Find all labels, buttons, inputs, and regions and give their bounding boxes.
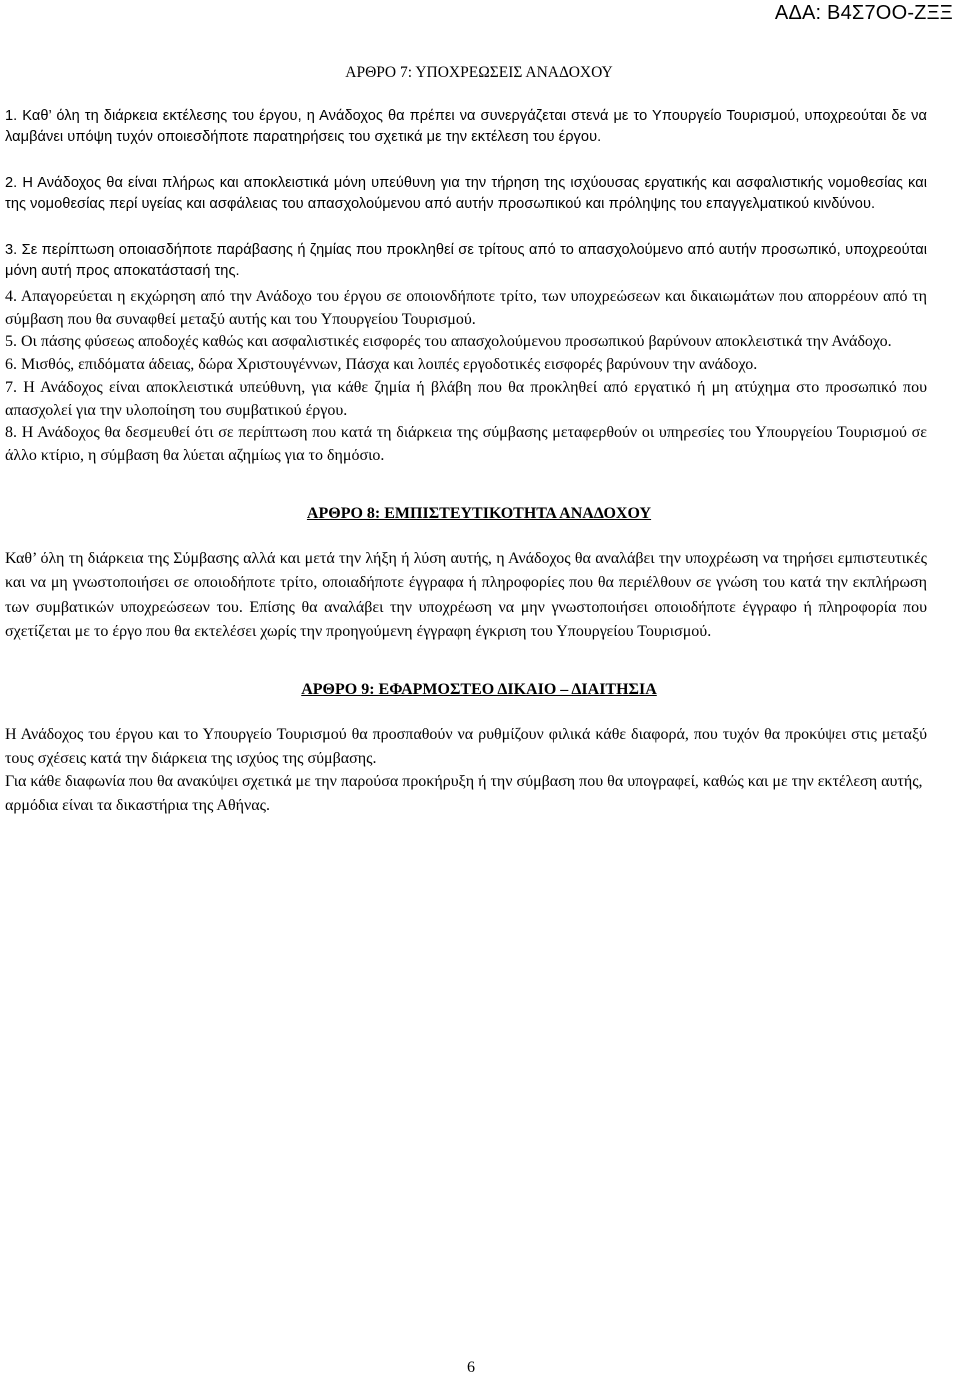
article-7-item-1: 1. Καθ’ όλη τη διάρκεια εκτέλεσης του έργου, η Ανάδοχος θα πρέπει να συνεργάζεται στενά με το Υπουργείο Τουρισμού, υποχρεούται δε να λαμβάνει υπόψη τυχόν οποιεσδήποτε παρατηρήσεις του σχετικά με την εκτέλεση του έργου. [5, 108, 927, 145]
article-9-paragraph-1: Η Ανάδοχος του έργου και το Υπουργείο Τουρισμού θα προσπαθούν να ρυθμίζουν φιλικά κάθε διαφορά, που τυχόν θα προκύψει στις μεταξύ τους σχέσεις κατά την διάρκεια της ισχύος της σύμβασης. [5, 726, 927, 767]
article-7-item-4: 4. Απαγορεύεται η εκχώρηση από την Ανάδοχο του έργου σε οποιονδήποτε τρίτο, των υποχρεώσεων και δικαιωμάτων που απορρέουν από τη σύμβαση που θα συναφθεί μεταξύ αυτής και του Υπουργείου Τουρισμού. [5, 288, 927, 328]
article-7-item-6: 6. Μισθός, επιδόματα άδειας, δώρα Χριστουγέννων, Πάσχα και λοιπές εργοδοτικές εισφορές βαρύνουν την ανάδοχο. [5, 356, 758, 374]
article-7-item-5: 5. Οι πάσης φύσεως αποδοχές καθώς και ασφαλιστικές εισφορές του απασχολούμενου προσωπικού βαρύνουν αποκλειστικά την Ανάδοχο. [5, 333, 892, 351]
article-7-title: ΑΡΘΡΟ 7: ΥΠΟΧΡΕΩΣΕΙΣ ΑΝΑΔΟΧΟΥ [345, 64, 613, 81]
article-7-item-2: 2. Η Ανάδοχος θα είναι πλήρως και αποκλειστικά μόνη υπεύθυνη για την τήρηση της ισχύουσας εργατικής και ασφαλιστικής νομοθεσίας και της νομοθεσίας περί υγείας και ασφάλειας του απασχολούμενου από αυτήν προσωπικού και πρόληψης του επαγγελματικού κινδύνου. [5, 175, 927, 212]
article-8-title: ΑΡΘΡΟ 8: ΕΜΠΙΣΤΕΥΤΙΚΟΤΗΤΑ ΑΝΑΔΟΧΟΥ [306, 505, 652, 522]
article-7-item-8: 8. Η Ανάδοχος θα δεσμευθεί ότι σε περίπτωση που κατά τη διάρκεια της σύμβασης μεταφερθούν οι υπηρεσίες του Υπουργείου Τουρισμού σε άλλο κτίριο, η σύμβαση θα λύεται αζημίως για το δημόσιο. [5, 424, 927, 464]
article-7-items-serif [5, 286, 927, 468]
page-number: 6 [467, 1359, 475, 1376]
article-8-text: Καθ’ όλη τη διάρκεια της Σύμβασης αλλά και μετά την λήξη ή λύση αυτής, η Ανάδοχος θα αναλάβει την υποχρέωση να τηρήσει εμπιστευτικές και να μη γνωστοποιήσει σε οποιοδήποτε τρίτο, οποιαδήποτε έγγραφα ή πληροφορίες που θα περιέλθουν σε γνώση του κατά την εκπλήρωση των συμβατικών υποχρεώσεων του. Επίσης θα αναλάβει την υποχρέωση να μην γνωστοποιήσει οποιοδήποτε έγγραφο ή πληροφορία που σχετίζεται με το έργο που θα εκτελέσει χωρίς την προηγούμενη έγγραφη έγκριση του Υπουργείου Τουρισμού. [5, 550, 927, 640]
article-7-item-7: 7. Η Ανάδοχος είναι αποκλειστικά υπεύθυνη, για κάθε ζημία ή βλάβη που θα προκληθεί από εργατικό ή μη ατύχημα στο προσωπικό που απασχολεί για την υλοποίηση του συμβατικού έργου. [5, 378, 927, 419]
article-9-paragraph-2: Για κάθε διαφωνία που θα ανακύψει σχετικά με την παρούσα προκήρυξη ή την σύμβαση που θα υπογραφεί, καθώς και με την εκτέλεση αυτής, αρμόδια είναι τα δικαστήρια της Αθήνας. [5, 773, 923, 814]
article-9-body [5, 723, 927, 817]
article-7-item-3: 3. Σε περίπτωση οποιασδήποτε παράβασης ή ζημίας που προκληθεί σε τρίτους από το απασχολούμενο από αυτήν προσωπικό, υποχρεούται μόνη αυτή προς αποκατάστασή της. [5, 242, 927, 279]
ada-code: ΑΔΑ: Β4Σ7ΟΟ-ΖΞΞ [774, 2, 953, 24]
article-7-items [5, 240, 927, 282]
article-9-title: ΑΡΘΡΟ 9: ΕΦΑΡΜΟΣΤΕΟ ΔΙΚΑΙΟ – ΔΙΑΙΤΗΣΙΑ [301, 681, 657, 698]
